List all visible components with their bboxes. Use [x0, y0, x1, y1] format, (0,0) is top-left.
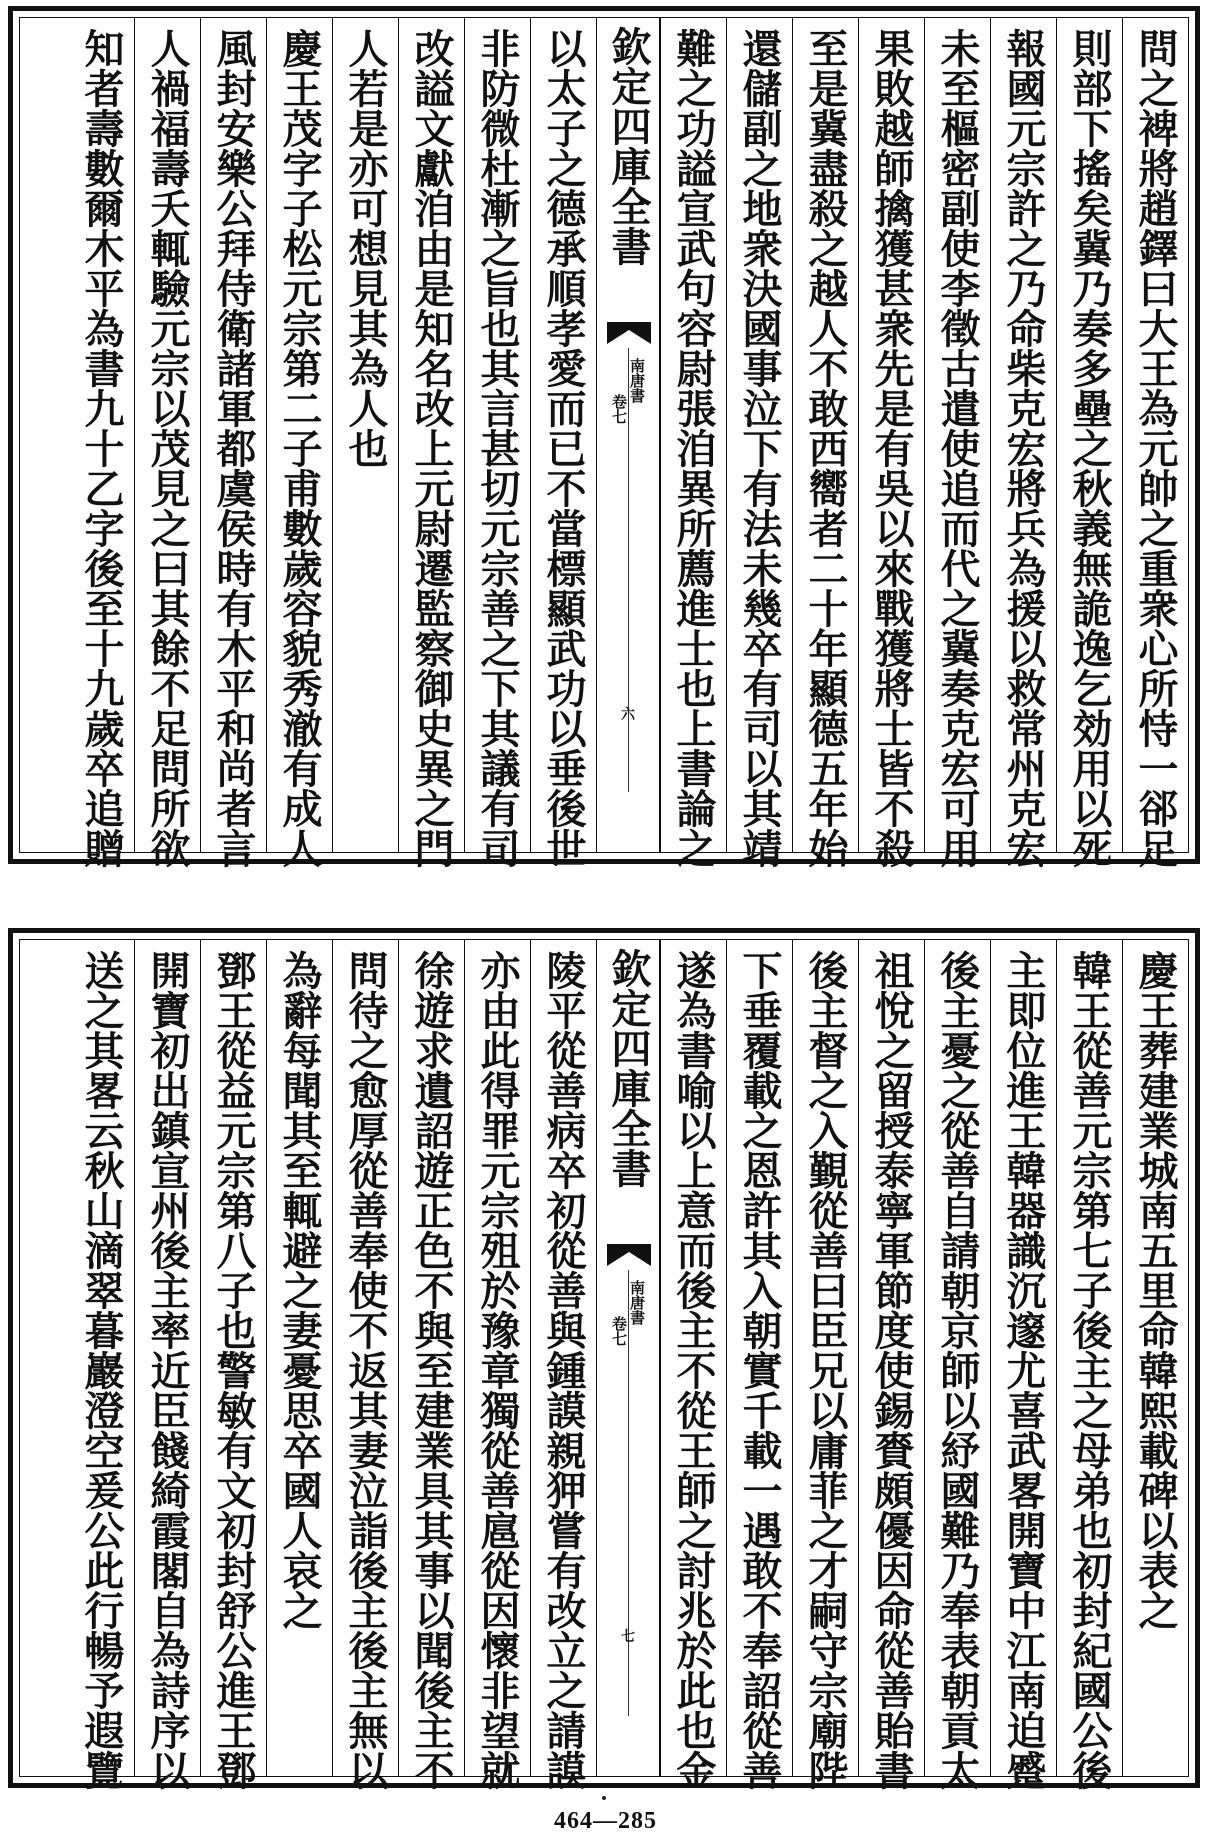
top-left-column-text: 慶王茂字子松元宗第二子甫數歲容貌秀澈有成人: [276, 28, 323, 868]
column-rule: [200, 18, 201, 852]
page-number: 464—285: [554, 1808, 657, 1834]
top-left-column-text: 非防微杜漸之旨也其言甚切元宗善之下其議有司: [474, 28, 521, 868]
book-title: 南唐書: [628, 358, 646, 403]
column-rule: [924, 940, 925, 1776]
top-left-column-5: [266, 18, 332, 868]
fishtail-mark-icon: [607, 318, 651, 362]
center-mark: [602, 1796, 606, 1800]
column-rule: [1122, 18, 1123, 852]
top-left-column-text: 人禍福壽夭輒驗元宗以茂見之曰其餘不足問所欲: [144, 28, 191, 868]
bottom-page-inner-frame: [19, 939, 1189, 1790]
column-rule: [266, 940, 267, 1776]
top-left-column-text: 以太子之德承順孝愛而已不當標顯武功以垂後世: [540, 28, 587, 868]
bottom-left-column-text: 陵平從善病卒初從善與鍾謨親狎嘗有改立之請謨: [540, 950, 587, 1790]
bottom-right-column-text: 下垂覆載之恩許其入朝實千載一遇敢不奉詔從善: [736, 950, 783, 1790]
bottom-right-column-text: 慶王葬建業城南五里命韓熙載碑以表之: [1132, 950, 1179, 1630]
top-left-column-8: [68, 18, 134, 868]
book-title: 南唐書: [628, 1280, 646, 1325]
top-right-column-8: [660, 18, 726, 868]
bottom-right-column-4: [924, 940, 990, 1790]
bottom-right-column-text: 遂為書喻以上意而後主不從王師之討兆於此也金: [670, 950, 717, 1790]
collection-title: 欽定四庫全書: [605, 26, 652, 266]
bottom-left-column-6: [200, 940, 266, 1790]
top-right-column-text: 報國元宗許之乃命柴克宏將兵為援以救常州克宏: [1000, 28, 1047, 868]
top-right-column-4: [924, 18, 990, 868]
column-rule: [660, 18, 661, 852]
column-rule: [1122, 940, 1123, 1776]
column-rule: [464, 940, 465, 1776]
top-right-column-text: 至是冀盡殺之越人不敢西嚮者二十年顯德五年始: [802, 28, 849, 868]
bottom-right-column-1: [1122, 940, 1188, 1776]
volume-label: 卷七: [610, 394, 628, 424]
column-rule: [266, 18, 267, 852]
bottom-right-column-text: 後主督之入覲從善曰臣兄以庸菲之才嗣守宗廟陛: [802, 950, 849, 1790]
top-right-column-5: [858, 18, 924, 868]
bottom-right-column-8: [660, 940, 726, 1790]
top-center-gutter: [596, 18, 660, 852]
column-rule: [660, 940, 661, 1776]
column-rule: [134, 18, 135, 852]
column-rule: [990, 940, 991, 1776]
top-right-column-text: 未至樞密副使李徵古遣使追而代之冀奏克宏可用: [934, 28, 981, 868]
volume-label: 卷七: [610, 1316, 628, 1346]
column-rule: [134, 940, 135, 1776]
bottom-left-column-5: [266, 940, 332, 1776]
collection-title: 欽定四庫全書: [605, 948, 652, 1188]
bottom-left-column-text: 亦由此得罪元宗殂於豫章獨從善扈從因懷非望就: [474, 950, 521, 1790]
top-left-column-1: [530, 18, 596, 868]
column-rule: [792, 940, 793, 1776]
bottom-left-column-2: [464, 940, 530, 1790]
bottom-left-column-text: 送之其畧云秋山滴翠暮巖澄空爰公此行暢予遐覽: [78, 950, 125, 1790]
top-gutter-meta: [597, 358, 659, 424]
top-right-column-text: 還儲副之地衆決國事泣下有法未幾卒有司以其靖: [736, 28, 783, 868]
bottom-gutter-meta: [597, 1280, 659, 1346]
top-left-column-text: 風封安樂公拜侍衛諸軍都虞侯時有木平和尚者言: [210, 28, 257, 868]
top-right-column-7: [726, 18, 792, 868]
bottom-left-column-1: [530, 940, 596, 1790]
top-left-column-text: 人若是亦可想見其為人也: [342, 28, 389, 468]
column-rule: [924, 18, 925, 852]
bottom-left-column-7: [134, 940, 200, 1790]
bottom-right-column-text: 後主憂之從善自請朝京師以紓國難乃奉表朝貢太: [934, 950, 981, 1790]
column-rule: [332, 940, 333, 1776]
column-rule: [398, 18, 399, 852]
bottom-right-column-6: [792, 940, 858, 1790]
bottom-right-column-5: [858, 940, 924, 1790]
top-right-column-2: [1056, 18, 1122, 868]
bottom-left-column-text: 開寶初出鎮宣州後主率近臣餞綺霞閣自為詩序以: [144, 950, 191, 1790]
column-rule: [1056, 940, 1057, 1776]
bottom-right-column-text: 主即位進王韓器識沉邃尤喜武畧開寶中江南迫蹙: [1000, 950, 1047, 1790]
bottom-right-column-text: 韓王從善元宗第七子後主之母弟也初封紀國公後: [1066, 950, 1113, 1790]
top-right-column-6: [792, 18, 858, 868]
top-left-column-text: 知者壽數爾木平為書九十乙字後至十九歲卒追贈: [78, 28, 125, 868]
column-rule: [1056, 18, 1057, 852]
top-left-column-3: [398, 18, 464, 868]
bottom-right-column-2: [1056, 940, 1122, 1790]
column-rule: [530, 940, 531, 1776]
top-right-column-text: 則部下搖矣冀乃奏多壘之秋義無詭逸乞効用以死: [1066, 28, 1113, 868]
column-rule: [726, 940, 727, 1776]
top-page-frame: [8, 6, 1200, 868]
column-rule: [792, 18, 793, 852]
column-rule: [200, 940, 201, 1776]
bottom-gutter-title: [597, 948, 659, 1188]
bottom-left-column-text: 為辭每聞其至輒避之妻憂思卒國人哀之: [276, 950, 323, 1630]
top-left-column-text: 改謚文獻洎由是知名改上元尉遷監察御史異之門: [408, 28, 455, 868]
bottom-left-column-text: 問待之愈厚從善奉使不返其妻泣詣後主後主無以: [342, 950, 389, 1790]
bottom-right-column-3: [990, 940, 1056, 1790]
top-left-column-4: [332, 18, 398, 852]
bottom-right-column-text: 祖悅之留授泰寧軍節度使錫賚頗優因命從善貽書: [868, 950, 915, 1790]
bottom-page-frame: [8, 928, 1200, 1788]
top-left-column-2: [464, 18, 530, 868]
top-gutter-title: [597, 26, 659, 266]
top-page-inner-frame: [19, 17, 1189, 868]
top-right-column-1: [1122, 18, 1188, 868]
column-rule: [990, 18, 991, 852]
top-left-column-7: [134, 18, 200, 868]
column-rule: [858, 18, 859, 852]
bottom-left-column-8: [68, 940, 134, 1790]
folio-number: 七: [621, 1629, 635, 1645]
bottom-left-column-3: [398, 940, 464, 1790]
column-rule: [726, 18, 727, 852]
top-right-column-3: [990, 18, 1056, 868]
column-rule: [332, 18, 333, 852]
fishtail-mark-icon: [607, 1240, 651, 1284]
bottom-left-column-text: 鄧王從益元宗第八子也警敏有文初封舒公進王鄧: [210, 950, 257, 1790]
top-left-column-6: [200, 18, 266, 868]
bottom-center-gutter: [596, 940, 660, 1776]
top-right-column-text: 果敗越師擒獲甚衆先是有吳以來戰獲將士皆不殺: [868, 28, 915, 868]
column-rule: [858, 940, 859, 1776]
bottom-left-column-text: 徐遊求遺詔遊正色不與至建業具其事以聞後主不: [408, 950, 455, 1790]
column-rule: [530, 18, 531, 852]
column-rule: [464, 18, 465, 852]
bottom-right-column-7: [726, 940, 792, 1790]
top-right-column-text: 問之裨將趙鐸曰大王為元帥之重衆心所恃一郤足: [1132, 28, 1179, 868]
top-right-column-text: 難之功謚宣武句容尉張洎異所薦進士也上書論之: [670, 28, 717, 868]
column-rule: [398, 940, 399, 1776]
bottom-left-column-4: [332, 940, 398, 1790]
folio-number: 六: [621, 707, 635, 723]
